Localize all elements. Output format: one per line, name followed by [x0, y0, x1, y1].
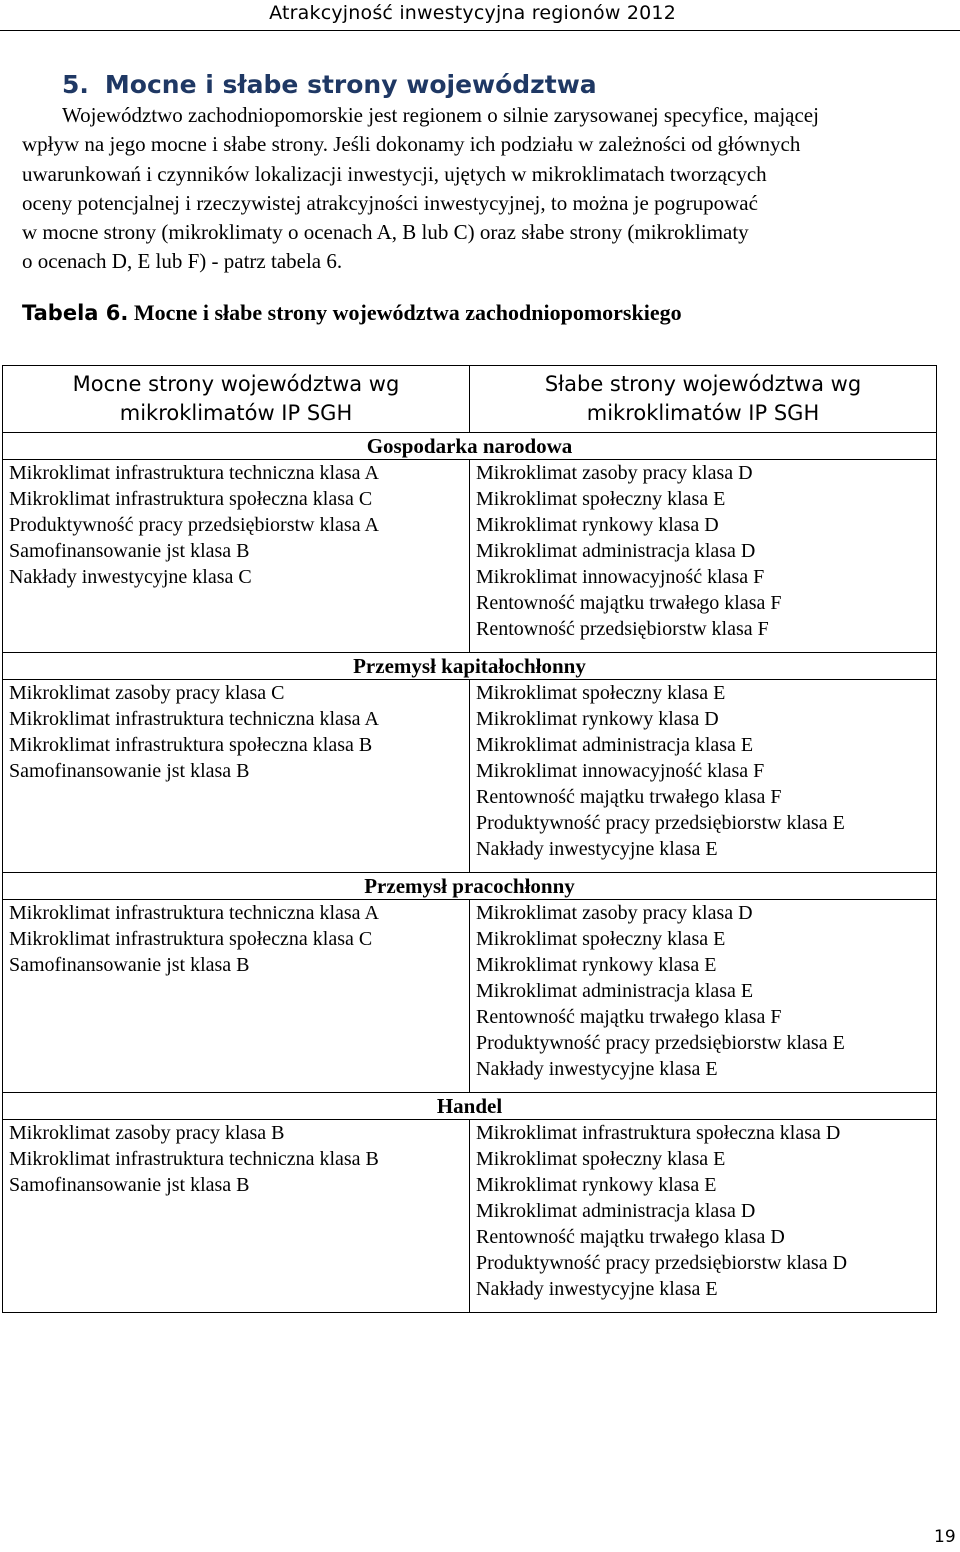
weak-item: Nakłady inwestycyjne klasa E	[476, 1058, 718, 1080]
strong-items-list	[3, 1120, 469, 1208]
strong-items-cell	[3, 1120, 470, 1313]
weak-items-cell	[470, 680, 937, 873]
weak-item: Mikroklimat społeczny klasa E	[476, 682, 726, 704]
strong-item: Mikroklimat infrastruktura techniczna klasa A	[9, 462, 379, 484]
strong-item: Mikroklimat infrastruktura społeczna klasa C	[9, 928, 373, 950]
strong-items-list	[3, 900, 469, 988]
sector-row	[3, 873, 937, 900]
weak-item: Rentowność majątku trwałego klasa F	[476, 1006, 782, 1028]
section-number: 5.	[62, 70, 89, 99]
running-title: Atrakcyjność inwestycyjna regionów 2012	[269, 2, 676, 24]
weak-items-list	[470, 1120, 936, 1312]
weak-items-cell	[470, 900, 937, 1093]
strong-items-cell	[3, 460, 470, 653]
weak-item: Mikroklimat rynkowy klasa E	[476, 1174, 717, 1196]
strong-item: Samofinansowanie jst klasa B	[9, 540, 250, 562]
weak-item: Mikroklimat innowacyjność klasa F	[476, 566, 765, 588]
weak-item: Rentowność majątku trwałego klasa F	[476, 786, 782, 808]
strong-item: Mikroklimat infrastruktura społeczna klasa B	[9, 734, 373, 756]
strong-items-cell	[3, 680, 470, 873]
running-header	[0, 0, 960, 31]
strong-items-list	[3, 680, 469, 794]
strong-item: Nakłady inwestycyjne klasa C	[9, 566, 252, 588]
sector-row	[3, 433, 937, 460]
strong-items-list	[3, 460, 469, 600]
weak-item: Mikroklimat administracja klasa D	[476, 1200, 756, 1222]
weak-items-list	[470, 460, 936, 652]
sector-items-row	[3, 460, 937, 653]
intro-line: wpływ na jego mocne i słabe strony. Jeśli dokonamy ich podziału w zależności od głównych	[22, 132, 801, 157]
strong-item: Mikroklimat infrastruktura techniczna klasa A	[9, 902, 379, 924]
sector-items-row	[3, 680, 937, 873]
weak-items-cell	[470, 1120, 937, 1313]
strong-item: Samofinansowanie jst klasa B	[9, 954, 250, 976]
strong-column-header: Mocne strony województwa wg mikroklimatów IP SGH	[3, 366, 470, 433]
weak-item: Mikroklimat społeczny klasa E	[476, 1148, 726, 1170]
weak-items-list	[470, 900, 936, 1092]
strong-item: Mikroklimat zasoby pracy klasa C	[9, 682, 285, 704]
weak-item: Produktywność pracy przedsiębiorstw klasa E	[476, 812, 845, 834]
weak-item: Mikroklimat społeczny klasa E	[476, 488, 726, 510]
sector-title: Gospodarka narodowa	[3, 433, 937, 460]
weak-item: Mikroklimat innowacyjność klasa F	[476, 760, 765, 782]
sector-title: Handel	[3, 1093, 937, 1120]
weak-item: Produktywność pracy przedsiębiorstw klasa E	[476, 1032, 845, 1054]
weak-item: Mikroklimat zasoby pracy klasa D	[476, 462, 753, 484]
intro-paragraph	[22, 101, 957, 277]
weak-item: Produktywność pracy przedsiębiorstw klasa D	[476, 1252, 848, 1274]
intro-line: o ocenach D, E lub F) - patrz tabela 6.	[22, 249, 343, 274]
strong-item: Mikroklimat infrastruktura społeczna klasa C	[9, 488, 373, 510]
strengths-weaknesses-table	[2, 365, 937, 1313]
weak-item: Mikroklimat rynkowy klasa D	[476, 708, 719, 730]
sector-items-row	[3, 1120, 937, 1313]
section-title-text: Mocne i słabe strony województwa	[104, 70, 597, 99]
intro-line: w mocne strony (mikroklimaty o ocenach A, B lub C) oraz słabe strony (mikroklimaty	[22, 220, 749, 245]
table-header-row	[3, 366, 937, 433]
sector-title: Przemysł kapitałochłonny	[3, 653, 937, 680]
table-caption-text: Mocne i słabe strony województwa zachodniopomorskiego	[133, 300, 682, 325]
strong-item: Mikroklimat zasoby pracy klasa B	[9, 1122, 285, 1144]
weak-item: Mikroklimat administracja klasa E	[476, 980, 754, 1002]
intro-line: Województwo zachodniopomorskie jest regionem o silnie zarysowanej specyfice, mającej	[62, 103, 819, 127]
strong-item: Samofinansowanie jst klasa B	[9, 1174, 250, 1196]
table-body	[3, 433, 937, 1313]
weak-item: Rentowność majątku trwałego klasa D	[476, 1226, 785, 1248]
weak-item: Mikroklimat społeczny klasa E	[476, 928, 726, 950]
sector-title: Przemysł pracochłonny	[3, 873, 937, 900]
weak-items-cell	[470, 460, 937, 653]
weak-item: Rentowność przedsiębiorstw klasa F	[476, 618, 769, 640]
weak-column-header: Słabe strony województwa wg mikroklimatów IP SGH	[470, 366, 937, 433]
weak-items-list	[470, 680, 936, 872]
weak-item: Mikroklimat infrastruktura społeczna klasa D	[476, 1122, 841, 1144]
weak-item: Mikroklimat rynkowy klasa D	[476, 514, 719, 536]
weak-item: Mikroklimat administracja klasa E	[476, 734, 754, 756]
strong-item: Mikroklimat infrastruktura techniczna klasa B	[9, 1148, 379, 1170]
intro-line: uwarunkowań i czynników lokalizacji inwestycji, ujętych w mikroklimatach tworzących	[22, 161, 767, 186]
weak-item: Mikroklimat rynkowy klasa E	[476, 954, 717, 976]
sector-row	[3, 1093, 937, 1120]
section-title	[62, 70, 597, 99]
weak-item: Mikroklimat administracja klasa D	[476, 540, 756, 562]
table-caption	[22, 300, 682, 326]
sector-row	[3, 653, 937, 680]
strong-items-cell	[3, 900, 470, 1093]
strong-item: Produktywność pracy przedsiębiorstw klasa A	[9, 514, 379, 536]
strong-item: Mikroklimat infrastruktura techniczna klasa A	[9, 708, 379, 730]
table-caption-label: Tabela 6.	[22, 301, 129, 325]
weak-item: Mikroklimat zasoby pracy klasa D	[476, 902, 753, 924]
intro-line: oceny potencjalnej i rzeczywistej atrakcyjności inwestycyjnej, to można je pogrupować	[22, 190, 758, 215]
strong-item: Samofinansowanie jst klasa B	[9, 760, 250, 782]
weak-item: Nakłady inwestycyjne klasa E	[476, 1278, 718, 1300]
weak-item: Rentowność majątku trwałego klasa F	[476, 592, 782, 614]
page-number: 19	[934, 1527, 956, 1547]
sector-items-row	[3, 900, 937, 1093]
weak-item: Nakłady inwestycyjne klasa E	[476, 838, 718, 860]
